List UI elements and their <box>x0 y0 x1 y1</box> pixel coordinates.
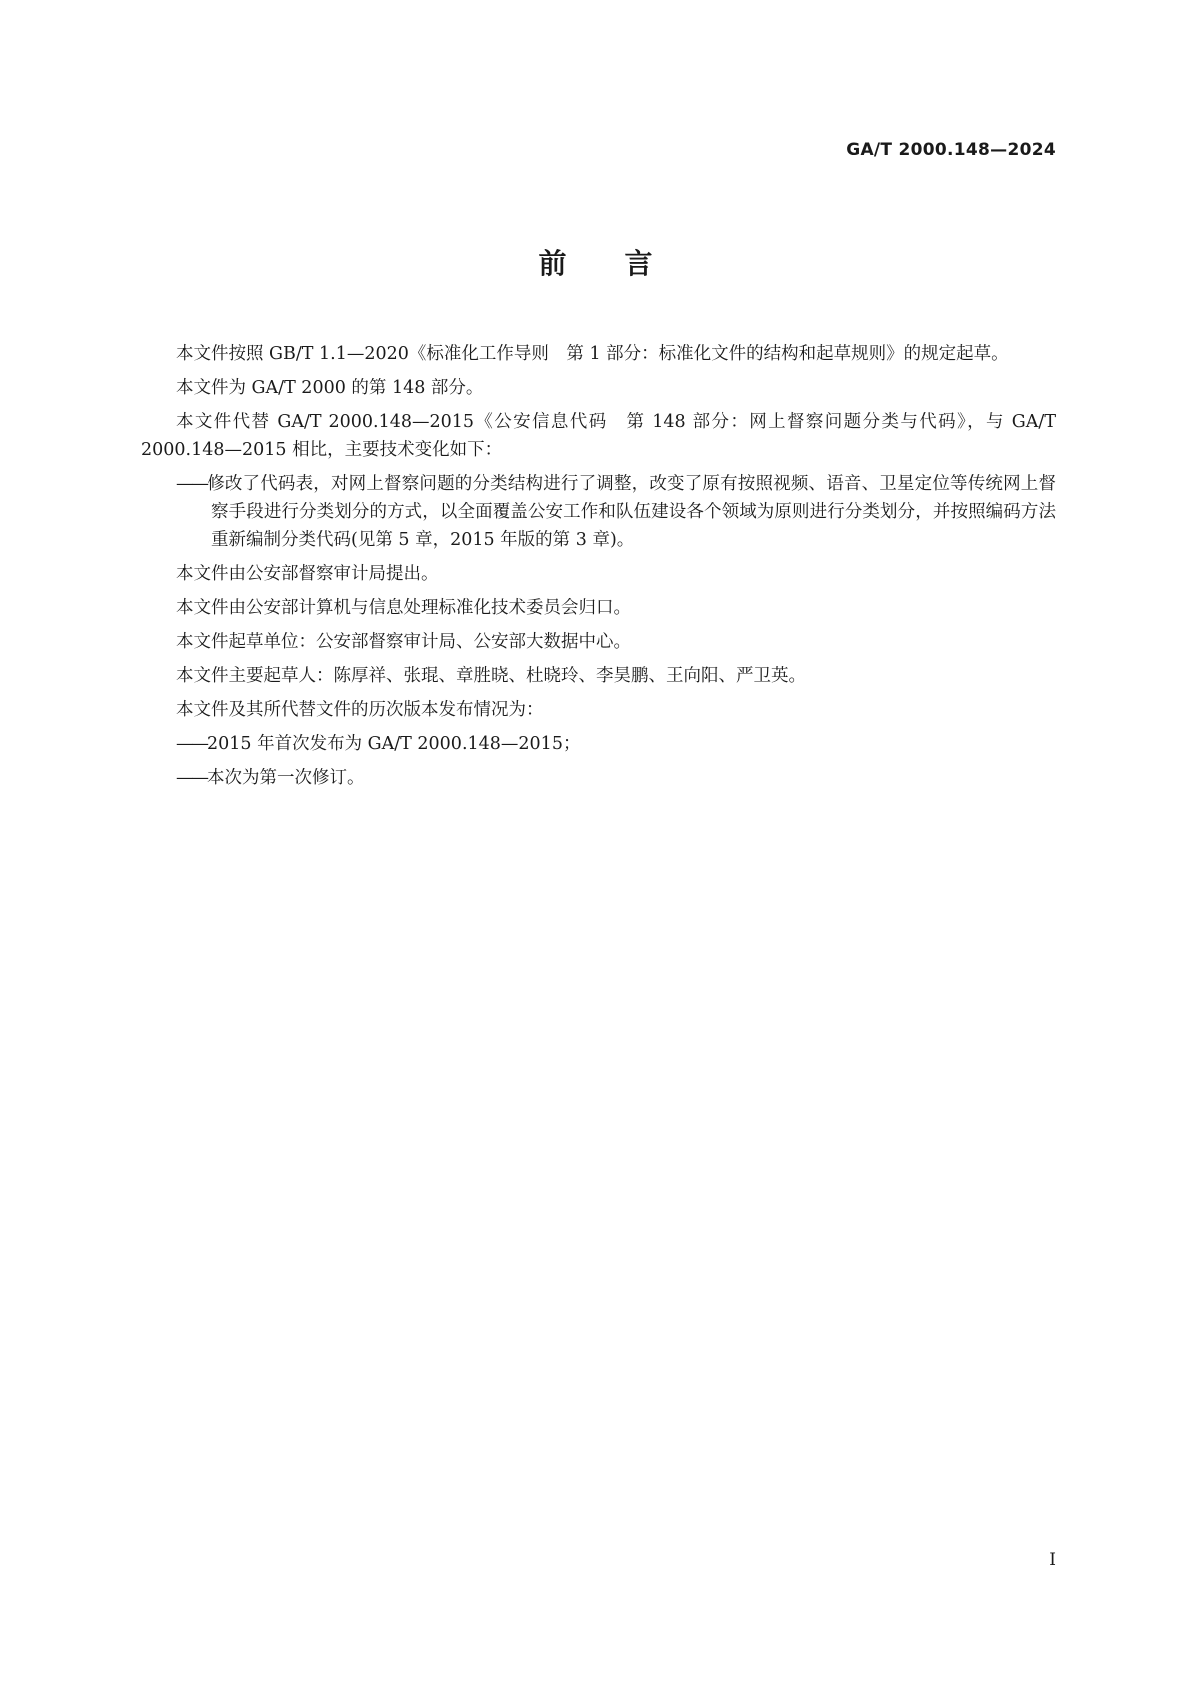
paragraph-drafters: 本文件主要起草人：陈厚祥、张琨、章胜晓、杜晓玲、李昊鹏、王向阳、严卫英。 <box>176 666 806 686</box>
list-item-history-revision <box>141 764 1056 792</box>
paragraph-proposer: 本文件由公安部督察审计局提出。 <box>176 564 439 584</box>
page-title: 前言 <box>538 247 711 280</box>
dash-marker: —— <box>176 768 207 788</box>
foreword-body <box>141 340 1056 798</box>
list-item-technical-change <box>141 470 1056 554</box>
list-item-text: 2015 年首次发布为 GA/T 2000.148—2015； <box>207 734 581 754</box>
document-code: GA/T 2000.148—2024 <box>846 140 1056 160</box>
paragraph-replacement: 本文件代替 GA/T 2000.148—2015《公安信息代码 第 148 部分：网上督察问题分类与代码》，与 GA/T 2000.148—2015 相比，主要技术变化如下： <box>141 412 1056 460</box>
paragraph-history-intro: 本文件及其所代替文件的历次版本发布情况为： <box>176 700 544 720</box>
paragraph-part-number: 本文件为 GA/T 2000 的第 148 部分。 <box>176 378 484 398</box>
list-item-text: 本次为第一次修订。 <box>207 768 365 788</box>
dash-marker: —— <box>176 474 207 494</box>
paragraph-drafting-units: 本文件起草单位：公安部督察审计局、公安部大数据中心。 <box>176 632 631 652</box>
page-number: I <box>1049 1550 1056 1570</box>
list-item-history-2015 <box>141 730 1056 758</box>
paragraph-committee: 本文件由公安部计算机与信息处理标准化技术委员会归口。 <box>176 598 631 618</box>
dash-marker: —— <box>176 734 207 754</box>
list-item-text: 修改了代码表，对网上督察问题的分类结构进行了调整，改变了原有按照视频、语音、卫星定位等传统网上督察手段进行分类划分的方式，以全面覆盖公安工作和队伍建设各个领域为原则进行分类划分，并按照编码方法重新编制分类代码(见第 5 章，2015 年版的第 3 章)。 <box>207 474 1056 550</box>
paragraph-drafting-rules: 本文件按照 GB/T 1.1—2020《标准化工作导则 第 1 部分：标准化文件的结构和起草规则》的规定起草。 <box>176 344 1009 364</box>
